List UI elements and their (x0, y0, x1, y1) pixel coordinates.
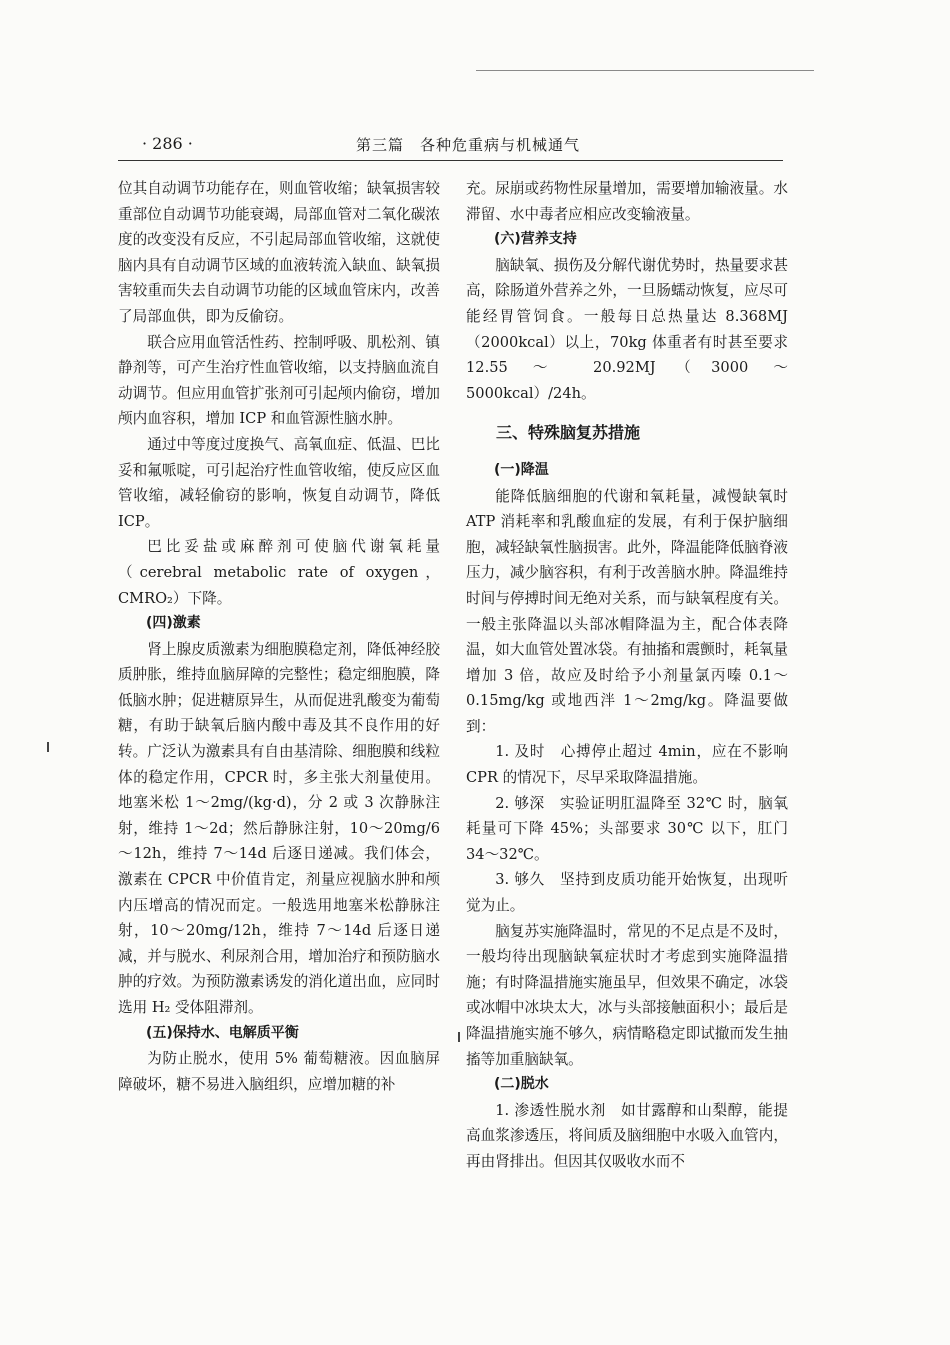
right-column (466, 176, 788, 1175)
top-edge-rule (476, 70, 814, 71)
subsection-heading: (二)脱水 (494, 1076, 549, 1093)
paragraph: 2. 够深 实验证明肛温降至 32℃ 时，脑氧耗量可下降 45%；头部要求 30℃ 以下，肛门 34～32℃。 (466, 794, 788, 863)
paragraph: 脑缺氧、损伤及分解代谢优势时，热量要求甚高，除肠道外营养之外，一旦肠蠕动恢复，应尽可能经胃管饲食。一般每日总热量达 8.368MJ（2000kcal）以上，70kg 体重者有时甚至要求 12.55 ～ 20.92MJ（3000 ～ 5000kcal）/24h。 (466, 256, 788, 402)
running-head: 第三篇 各种危重病与机械通气 (356, 136, 581, 154)
margin-mark (47, 742, 49, 752)
subsection-heading: (六)营养支持 (494, 231, 577, 248)
paragraph: 通过中等度过度换气、高氧血症、低温、巴比妥和氟哌啶，可引起治疗性血管收缩，使反应区血管收缩，减轻偷窃的影响，恢复自动调节，降低 ICP。 (118, 435, 440, 530)
subsection-heading: (一)降温 (494, 461, 549, 478)
paragraph: 肾上腺皮质激素为细胞膜稳定剂，降低神经胶质肿胀，维持血脑屏障的完整性；稳定细胞膜，降低脑水肿；促进糖原异生，从而促进乳酸变为葡萄糖，有助于缺氧后脑内酸中毒及其不良作用的好转。广泛认为激素具有自由基清除、细胞膜和线粒体的稳定作用，CPCR 时，多主张大剂量使用。地塞米松 1～2mg/(kg·d)，分 2 或 3 次静脉注射，维持 1～2d；然后静脉注射，10～20mg/6～12h，维持 7～14d 后逐日递减。我们体会，激素在 CPCR 中价值肯定，剂量应视脑水肿和颅内压增高的情况而定。一般选用地塞米松静脉注射，10～20mg/12h，维持 7～14d 后逐日递减，并与脱水、利尿剂合用，增加治疗和预防脑水肿的疗效。为预防激素诱发的消化道出血，应同时选用 H₂ 受体阻滞剂。 (118, 640, 440, 1016)
left-column (118, 176, 440, 1097)
paragraph: 脑复苏实施降温时，常见的不足点是不及时，一般均待出现脑缺氧症状时才考虑到实施降温措施；有时降温措施实施虽早，但效果不确定，冰袋或冰帽中冰块太大，冰与头部接触面积小；最后是降温措施实施不够久，病情略稳定即试撤而发生抽搐等加重脑缺氧。 (466, 922, 788, 1068)
section-heading: 三、特殊脑复苏措施 (496, 423, 641, 443)
paragraph: 为防止脱水，使用 5% 葡萄糖液。因血脑屏障破坏，糖不易进入脑组织，应增加糖的补 (118, 1050, 440, 1093)
paragraph: 联合应用血管活性药、控制呼吸、肌松剂、镇静剂等，可产生治疗性血管收缩，以支持脑血流自动调节。但应用血管扩张剂可引起颅内偷窃，增加颅内血容积，增加 ICP 和血管源性脑水肿。 (118, 333, 440, 428)
paragraph: 巴比妥盐或麻醉剂可使脑代谢氧耗量（cerebral metabolic rate of oxygen，CMRO₂）下降。 (118, 538, 440, 607)
margin-mark (458, 1032, 460, 1042)
paragraph: 位其自动调节功能存在，则血管收缩；缺氧损害较重部位自动调节功能衰竭，局部血管对二氧化碳浓度的改变没有反应，不引起局部血管收缩，这就使脑内具有自动调节区域的血液转流入缺血、缺氧损害较重而失去自动调节功能的区域血管床内，改善了局部血供，即为反偷窃。 (118, 180, 440, 325)
page-header (118, 134, 818, 158)
header-rule (118, 160, 783, 161)
paragraph: 1. 渗透性脱水剂 如甘露醇和山梨醇，能提高血浆渗透压，将间质及脑细胞中水吸入血管内，再由肾排出。但因其仅吸收水而不 (466, 1101, 788, 1170)
subsection-heading: (四)激素 (146, 615, 201, 632)
subsection-heading: (五)保持水、电解质平衡 (146, 1024, 299, 1041)
paragraph: 3. 够久 坚持到皮质功能开始恢复，出现听觉为止。 (466, 871, 788, 915)
paragraph: 能降低脑细胞的代谢和氧耗量，减慢缺氧时 ATP 消耗率和乳酸血症的发展，有利于保护脑细胞，减轻缺氧性脑损害。此外，降温能降低脑脊液压力，减少脑容积，有利于改善脑水肿。降温维持时间与停搏时间无绝对关系，而与缺氧程度有关。一般主张降温以头部冰帽降温为主，配合体表降温，如大血管处置冰袋。有抽搐和震颤时，耗氧量增加 3 倍，故应及时给予小剂量氯丙嗪 0.1～0.15mg/kg 或地西泮 1～2mg/kg。降温要做到： (466, 487, 788, 735)
page-number: · 286 · (142, 134, 193, 153)
paragraph: 充。尿崩或药物性尿量增加，需要增加输液量。水滞留、水中毒者应相应改变输液量。 (466, 180, 788, 223)
paragraph: 1. 及时 心搏停止超过 4min，应在不影响 CPR 的情况下，尽早采取降温措施。 (466, 743, 788, 787)
